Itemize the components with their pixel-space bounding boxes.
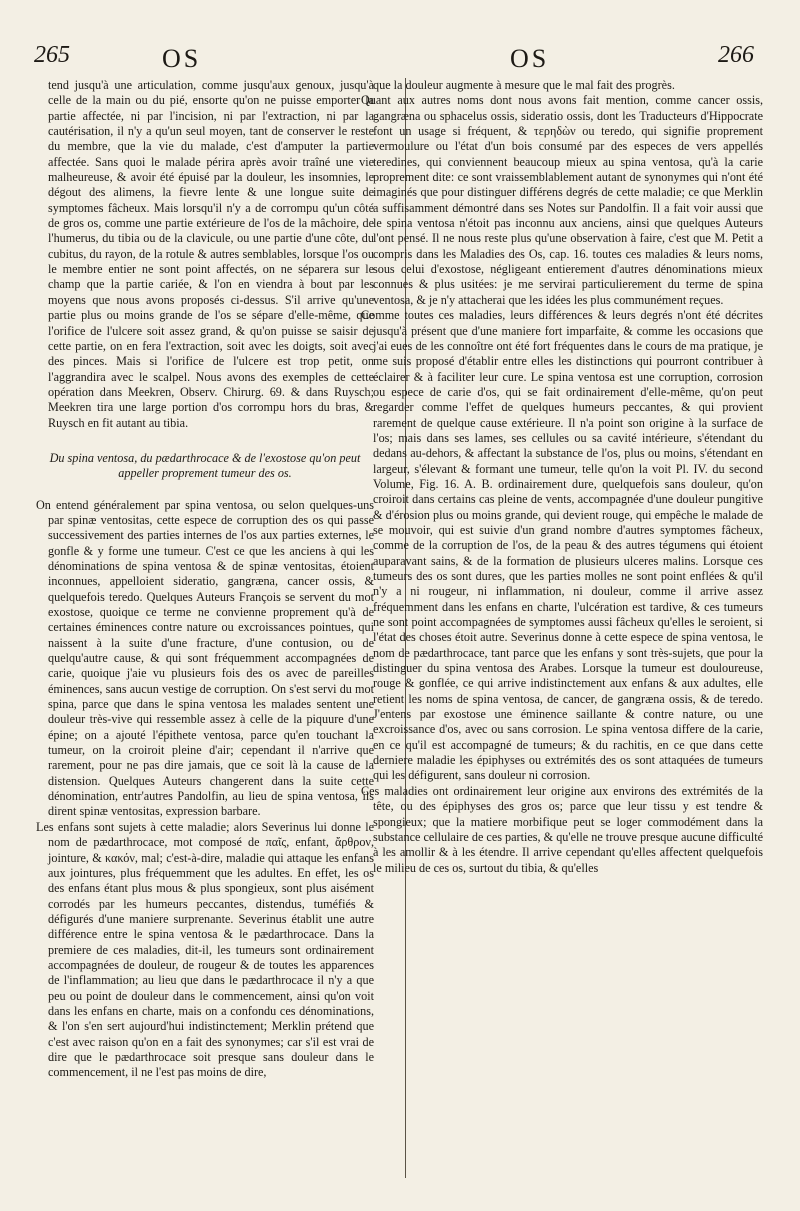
paragraph: Les enfans sont sujets à cette maladie; alors Severinus lui donne le nom de pædarthrocace, mot composé de παῖς, enfant, ἄρθρον, jointure, & κακόν, mal; c'est-à-dire, maladie qui attaque les enfans aux jointures, plus fréquemment que les adultes. En effet, les os des enfans étant plus mous & plus spongieux, sont plus aisément corrodés par les humeurs peccantes, distendus, tuméfiés & défigurés d'une maniere surprenante. Severinus établit une autre différence entre le spina ventosa & le pædarthrocace. Dans la premiere de ces maladies, dit-il, les tumeurs sont ordinairement accompagnées de douleur, de rougeur & de toutes les apparences de l'inflammation; au lieu que dans le pædarthrocace il n'y a que peu ou point de douleur dans le commencement, ainsi qu'on voit dans les enfans en charte, mais on a confondu ces dénominations, & l'on s'en sert aujourd'hui indistinctement; Merklin prétend que c'est avec raison qu'on en a fait des synonymes; car s'il est vrai de dire que le pædarthrocace soit presque sans douleur dans le commencement, il ne l'est pas moins de dire, [36, 819, 374, 1080]
paragraph: que la douleur augmente à mesure que le mal fait des progrès. [373, 78, 675, 92]
paragraph: Ces maladies ont ordinairement leur origine aux environs des extrémités de la tête, ou des épiphyses des gros os; parce que leur tissu y est tendre & spongieux; que la matiere morbifique peut se loger commodément dans la substance cellulaire de ces parties, & qu'elle ne trouve presque aucune difficulté à les amollir & à les étendre. Il arrive cependant qu'elles affectent quelquefois le milieu de ces os, surtout du tibia, & qu'elles [361, 783, 763, 875]
right-text-column [361, 78, 763, 876]
running-head-left: OS [162, 44, 202, 73]
page-number-right: 266 [718, 42, 754, 68]
paragraph: On entend généralement par spina ventosa, ou selon quelques-uns par spinæ ventositas, cette espece de corruption des os qui passe successivement des parties internes de l'os aux parties externes, le gonfle & y forme une tumeur. C'est ce que les anciens à qui les dénominations de spina ventosa & de spinæ ventositas, étoient inconnues, appelloient sideratio, gangræna, cancer ossis, & quelquefois teredo. Quelques Auteurs François se servent du mot exostose, quoique ce terme ne convienne proprement qu'à de certaines éminences contre nature ou excroissances pointues, qui naissent à la suite d'une fracture, d'une contusion, ou de quelqu'autre cause, & qui sont fréquemment accompagnées de carie, quoique j'aie vu plusieurs fois des os avec de pareilles éminences, sans aucun vestige de corruption. On s'est servi du mot spina, parce que dans le spina ventosa les malades sentent une douleur très-vive qui ressemble assez à celle de la piquure d'une épine; on a ajouté l'épithete ventosa, parce qu'en touchant la tumeur, on la croiroit pleine d'air; cependant il n'arrive que rarement, pour ne pas dire jamais, que ce soit là la cause de la distension. Quelques Auteurs changerent dans la suite cette dénomination, entr'autres Pandolfin, au lieu de spina ventosa, ils dirent spinæ ventositas, expression barbare. [36, 497, 374, 819]
section-heading: Du spina ventosa, du pædarthrocace & de l'exostose qu'on peut appeller proprement tumeur des os. [49, 450, 361, 481]
left-text-column [36, 78, 374, 1081]
page-header [0, 40, 800, 74]
paragraph: tend jusqu'à une articulation, comme jusqu'aux genoux, jusqu'à celle de la main ou du pié, ensorte qu'on ne puisse emporter la partie affectée, ni par l'incision, ni par l'extraction, ni par la cautérisation, il n'y a qu'un seul moyen, tant de conserver le reste du membre, que la vie du malade, c'est d'amputer la partie affectée. Sans quoi le malade périra après avoir traîné une vie malheureuse, & avoir été épuisé par la douleur, les insomnies, le dégout des alimens, la fievre lente & une longue suite de symptomes fâcheux. Mais lorsqu'il n'y a de corrompu qu'un côté de gros os, comme une partie extérieure de l'os de la mâchoire, de l'humerus, du tibia ou de la clavicule, ou une partie d'une côte, du cubitus, du rayon, de la rotule & autres semblables, lorsque l'os ou le membre entier ne sont point affectés, on ne séparera sur le champ que la partie cariée, & l'on en viendra à bout par les moyens que nous avons proposés ci-dessus. S'il arrive qu'une partie plus ou moins grande de l'os se sépare d'elle-même, que l'orifice de l'ulcere soit assez grand, & qu'on puisse se saisir de cette partie, on en fera l'extraction, soit avec les doigts, soit avec des pinces. Mais si l'orifice de l'ulcere est trop petit, on l'aggrandira avec le scalpel. Nous avons des exemples de cette opération dans Meekren, Observ. Chirurg. 69. & dans Ruysch; Meekren tira une large portion d'os corrompu hors du bras, & Ruysch en fit autant au tibia. [48, 78, 374, 430]
paragraph: Quant aux autres noms dont nous avons fait mention, comme cancer ossis, gangræna ou sphacelus ossis, sideratio ossis, dont les Traducteurs d'Hippocrate font un usage si fréquent, & τερηδὼν ou teredo, qui signifie proprement vermoulure ou l'état d'un bois consumé par des especes de vers appellés teredines, qui conviennent beaucoup mieux au spina ventosa, qu'à la carie proprement dite: ce sont vraissemblablement autant de synonymes qui n'ont été imaginés que pour distinguer différens degrés de cette maladie; ce que Merklin a suffisamment démontré dans ses Notes sur Pandolfin. Il a fait voir aussi que le spina ventosa n'étoit pas inconnu aux anciens, ainsi que quelques Auteurs l'ont pensé. Il ne nous reste plus qu'une observation à faire, c'est que M. Petit a compris dans les Maladies des Os, cap. 16. toutes ces maladies & leurs noms, sous celui d'exostose, négligeant entierement d'autres dénominations mieux connues & plus usitées: je me servirai particulierement du terme de spina ventosa, & je n'y attacherai que les idées les plus communément reçues. [361, 93, 763, 307]
running-head-right: OS [510, 44, 550, 73]
paragraph: Comme toutes ces maladies, leurs différences & leurs degrés n'ont été décrites jusqu'à présent que d'une maniere fort imparfaite, & comme les occasions que j'ai eues de les connoître ont été fort fréquentes dans le cours de ma pratique, je me suis proposé d'établir entre elles les distinctions qui pourront contribuer à éclairer & à faciliter leur cure. Le spina ventosa est une corruption, corrosion ou espece de carie d'os, qui se fait ordinairement d'elle-même, qu'on peut regarder comme l'effet de quelques humeurs peccantes, & qui provient rarement de quelque cause extérieure. Il n'a point son origine à la surface de l'os; mais dans ses lames, ses cellules ou sa cavité intérieure, s'étendant du dedans au-dehors, & affectant la substance de l'os, plus ou moins, s'étendant en largeur, s'élevant & formant une tumeur, telle qu'on la voit Pl. IV. du second Volume, Fig. 16. A. B. ordinairement dure, quelquefois sans douleur, qu'on croiroit dans certains cas pleine de vents, accompagnée d'une douleur pungitive & d'érosion plus ou moins grande, qui devient rouge, qui empêche le malade de se mouvoir, qui est suivie d'un grand nombre d'autres symptomes fâcheux, comme de la corruption de l'os, de la peau & des autres tégumens qui étoient auparavant sains, & de la formation de plusieurs ulceres malins. Lorsque ces tumeurs des os sont dures, que les parties molles ne sont point enflées & qu'il n'y a ni rougeur, ni inflammation, ni douleur, comme il arrive assez fréquemment dans les enfans en charte, l'ulcération est tardive, & ces tumeurs ne sont point accompagnées de symptomes aussi fâcheux qu'elles le seroient, si l'état des choses étoit autre. Severinus donne à cette espece de spina ventosa, le nom de pædarthrocace, tant parce que les enfans y sont très-sujets, que pour la distinguer du spina ventosa des Arabes. Lorsque la tumeur est douloureuse, rouge & gonflée, ce qui arrive indistinctement aux enfans & aux adultes, elle retient les noms de spina ventosa, de cancer, de gangræna ossis, & de teredo. J'entens par exostose une éminence saillante & contre nature, ou une excroissance d'os, avec ou sans corrosion. Le spina ventosa differe de la carie, en ce qu'il est accompagné de tumeurs; & du rachitis, en ce que dans cette derniere maladie les épiphyses ou extrémités des os sont attaquées de tumeurs qui les défigurent, sans douleur ni corrosion. [361, 308, 763, 783]
page-number-left: 265 [34, 42, 70, 68]
